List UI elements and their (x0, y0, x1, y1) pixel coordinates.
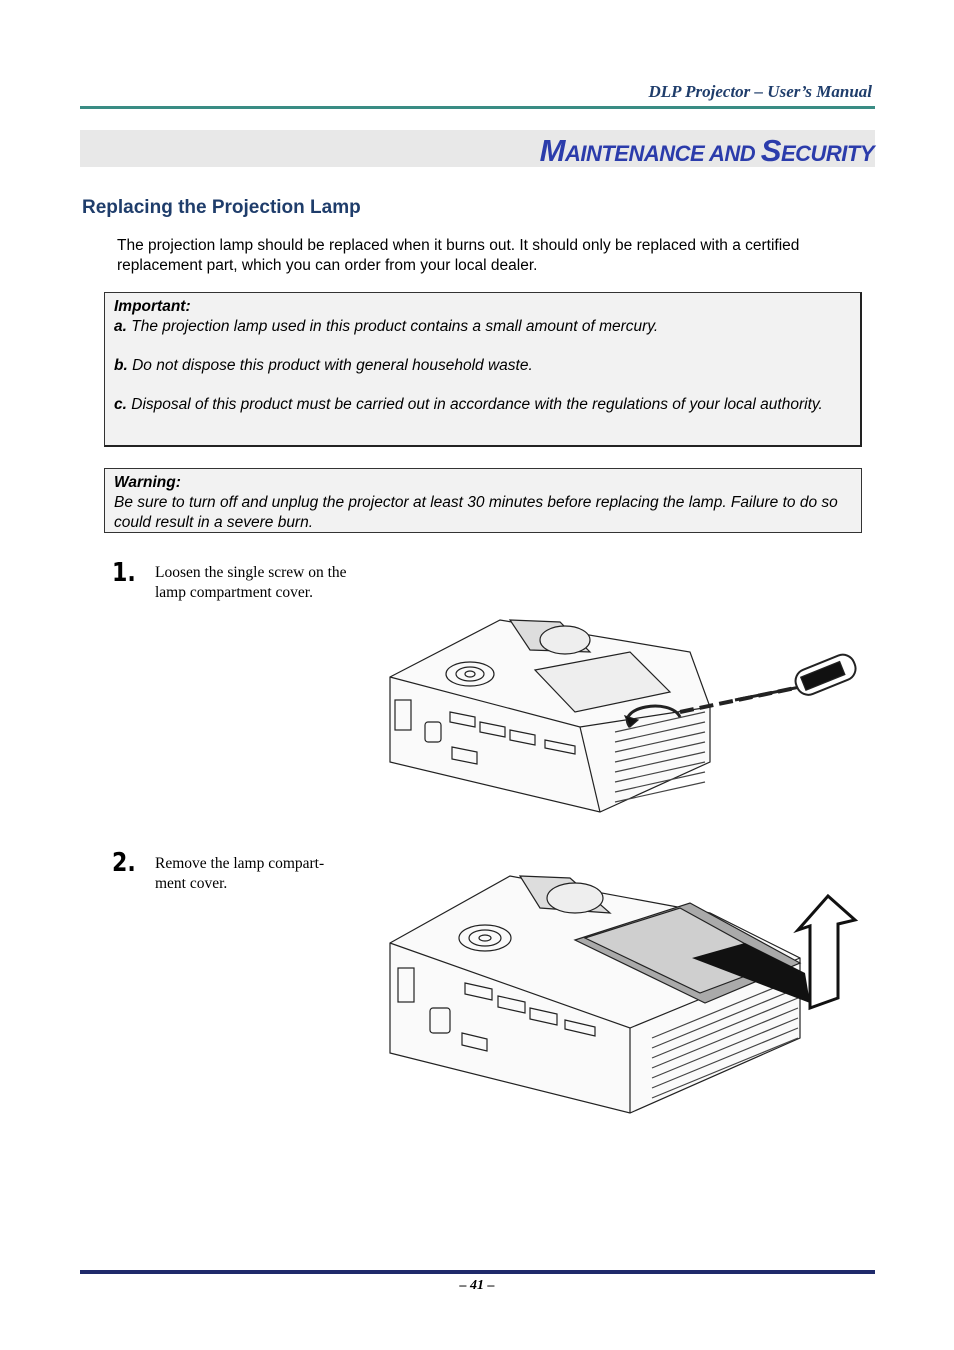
footer-rule (80, 1270, 875, 1274)
running-header: DLP Projector – User’s Manual (648, 82, 872, 101)
important-item-b-text: Do not dispose this product with general household waste. (127, 357, 533, 374)
important-item-a-text: The projection lamp used in this product contains a small amount of mercury. (126, 318, 659, 335)
chapter-title-part-1: AINTENANCE AND (564, 141, 761, 166)
step-2-number: 2. (112, 848, 136, 878)
important-note-box (104, 292, 862, 447)
step-1-number: 1. (112, 558, 136, 588)
important-item-b (114, 356, 860, 376)
warning-text: Be sure to turn off and unplug the projector at least 30 minutes before replacing the lamp. Failure to do so could result in a severe burn. (114, 494, 838, 531)
important-label: Important: (114, 298, 191, 315)
important-item-a-key: a. (114, 318, 127, 335)
header-rule (80, 106, 875, 109)
warning-label: Warning: (114, 474, 181, 491)
important-item-c-text: Disposal of this product must be carried out in accordance with the regulations of your local authority. (126, 396, 823, 413)
projector-screw-illustration (380, 612, 860, 827)
page-number: – 41 – (459, 1278, 495, 1293)
important-item-c-key: c. (114, 396, 127, 413)
section-heading: Replacing the Projection Lamp (82, 197, 361, 218)
chapter-title-part-2: ECURITY (780, 141, 874, 166)
intro-paragraph: The projection lamp should be replaced when it burns out. It should only be replaced with a certified replacement part, which you can order from your local dealer. (117, 237, 800, 274)
chapter-title-cap-1: M (539, 133, 565, 168)
chapter-title (540, 133, 874, 169)
step-1-text: Loosen the single screw on the lamp compartment cover. (155, 564, 347, 601)
important-item-a (114, 317, 860, 337)
warning-note-box (104, 468, 862, 533)
projector-cover-removal-illustration (380, 868, 860, 1133)
important-item-c (114, 395, 834, 415)
chapter-title-cap-2: S (760, 133, 781, 168)
step-2-text: Remove the lamp compart-ment cover. (155, 855, 325, 892)
important-item-b-key: b. (114, 357, 128, 374)
